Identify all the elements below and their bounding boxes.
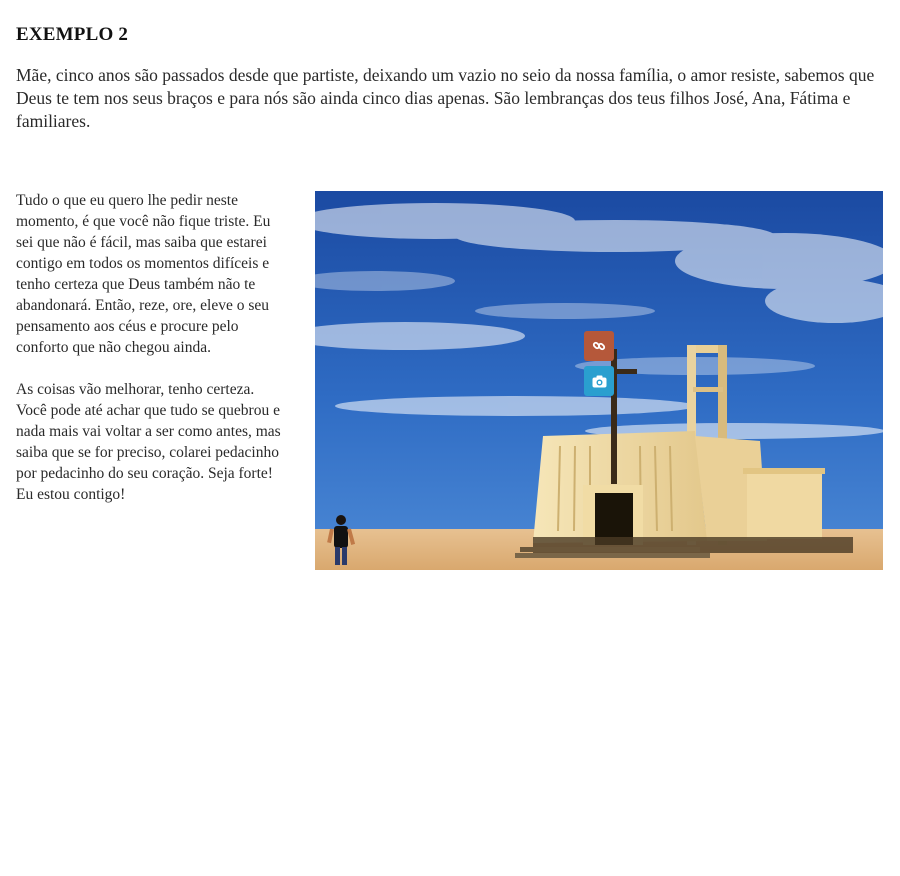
- side-paragraph-2: As coisas vão melhorar, tenho certeza. Você pode até achar que tudo se quebrou e nada mais vai voltar a ser como antes, mas saiba que se for preciso, colarei pedacinho por pedacinho do seu coração. Seja forte! Eu estou contigo!: [16, 381, 281, 503]
- side-paragraph-1: Tudo o que eu quero lhe pedir neste momento, é que você não fique triste. Eu sei que não é fácil, mas saiba que estarei contigo em todos os momentos difíceis e tenho certeza que Deus também não te abandonará. Então, reze, ore, eleve o seu pensamento aos céus e procure pelo conforto que não chegou ainda.: [16, 192, 271, 356]
- chapel-photo: [315, 191, 883, 570]
- page-heading: EXEMPLO 2: [16, 24, 129, 45]
- camera-button[interactable]: [584, 366, 614, 396]
- camera-icon: [592, 375, 607, 388]
- intro-paragraph: Mãe, cinco anos são passados desde que partiste, deixando um vazio no seio da nossa família, o amor resiste, sabemos que Deus te tem nos seus braços e para nós são ainda cinco dias apenas. São lembranças dos teus filhos José, Ana, Fátima e familiares.: [16, 65, 875, 131]
- link-icon: [592, 339, 606, 353]
- side-text-column: [16, 190, 288, 526]
- link-button[interactable]: [584, 331, 614, 361]
